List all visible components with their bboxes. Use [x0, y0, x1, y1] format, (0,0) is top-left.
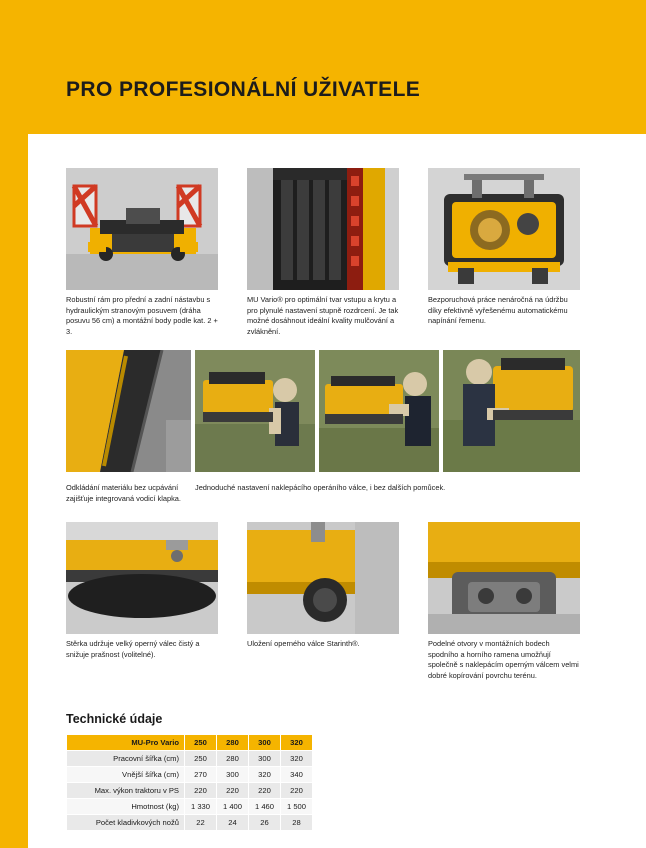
mu-vario-rotor-housing-illustration	[247, 168, 399, 290]
figure-scraper-support-roller	[66, 522, 218, 660]
cell-value: 1 460	[249, 799, 281, 815]
cell-value: 220	[249, 783, 281, 799]
integrated-guide-flap-photo	[66, 350, 191, 472]
cell-value: 340	[281, 767, 313, 783]
row-label: Max. výkon traktoru v PS	[67, 783, 185, 799]
scraper-support-roller-illustration	[66, 522, 218, 634]
row-label: Hmotnost (kg)	[67, 799, 185, 815]
roller-adjustment-step-2-photo	[319, 350, 439, 472]
cell-value: 26	[249, 815, 281, 831]
figure-caption-guide-flap: Odkládání materiálu bez ucpávání zajišťuje integrovaná vodicí klapka.	[66, 483, 181, 503]
figure-caption: MU Vario® pro optimální tvar vstupu a krytu a pro plynulé nastavení stupně rozdrcení. Je tak možné dosáhnout ideální kvality mulčování a zvláknění.	[247, 295, 399, 336]
cell-value: 220	[185, 783, 217, 799]
figure-caption: Stěrka udržuje velký operný válec čistý a snižuje prašnost (volitelné).	[66, 639, 200, 659]
cell-value: 320	[249, 767, 281, 783]
table-row	[67, 767, 313, 783]
table-header-280: 280	[217, 735, 249, 751]
figure-mu-vario-rotor-housing	[247, 168, 399, 337]
figure-belt-drive-automatic-tensioner	[428, 168, 580, 327]
cell-value: 300	[249, 751, 281, 767]
table-header-model: MU-Pro Vario	[67, 735, 185, 751]
belt-drive-automatic-tensioner-photo	[428, 168, 580, 290]
roller-adjustment-step-1-illustration	[195, 350, 315, 472]
figure-caption-roller-adjustment: Jednoduché nastavení naklepácího operáního válce, i bez dalších pomůcek.	[195, 483, 446, 492]
scraper-support-roller-photo	[66, 522, 218, 634]
starinth-roller-bearing-illustration	[247, 522, 399, 634]
table-header	[67, 735, 313, 751]
technical-data-table	[66, 734, 313, 831]
elongated-holes-mounting-points-photo	[428, 522, 580, 634]
cell-value: 250	[185, 751, 217, 767]
table-row	[67, 815, 313, 831]
cell-value: 220	[281, 783, 313, 799]
cell-value: 320	[281, 751, 313, 767]
cell-value: 1 500	[281, 799, 313, 815]
table-header-320: 320	[281, 735, 313, 751]
table-row	[67, 799, 313, 815]
row-label: Vnější šířka (cm)	[67, 767, 185, 783]
figure-caption: Bezporuchová práce nenáročná na údržbu díky efektivně vyřešenému automatickému napínání řemenu.	[428, 295, 568, 326]
table-header-row	[67, 735, 313, 751]
cell-value: 28	[281, 815, 313, 831]
roller-adjustment-step-3-illustration	[443, 350, 580, 472]
figure-frame-front-rear-mounting	[66, 168, 218, 337]
belt-drive-automatic-tensioner-illustration	[428, 168, 580, 290]
table-header-250: 250	[185, 735, 217, 751]
cell-value: 280	[217, 751, 249, 767]
roller-adjustment-step-2-illustration	[319, 350, 439, 472]
cell-value: 1 400	[217, 799, 249, 815]
cell-value: 22	[185, 815, 217, 831]
table-row	[67, 783, 313, 799]
roller-adjustment-step-1-photo	[195, 350, 315, 472]
figure-caption: Uložení operného válce Starinth®.	[247, 639, 360, 648]
starinth-roller-bearing-photo	[247, 522, 399, 634]
figure-caption: Podelné otvory v montážních bodech spodního a horního ramena umožňují společně s naklepácím operným válcem velmi dobré kopírování povrchu terénu.	[428, 639, 579, 680]
elongated-holes-mounting-points-illustration	[428, 522, 580, 634]
roller-adjustment-step-3-photo	[443, 350, 580, 472]
page-title: PRO PROFESIONÁLNÍ UŽIVATELE	[66, 78, 421, 101]
cell-value: 220	[217, 783, 249, 799]
table-header-300: 300	[249, 735, 281, 751]
figure-caption: Robustní rám pro přední a zadní nástavbu s hydraulickým stranovým posuvem (dráha posuvu 56 cm) a montážní body podle kat. 2 + 3.	[66, 295, 218, 336]
header-band	[0, 0, 646, 134]
figure-elongated-holes-mounting-points	[428, 522, 580, 681]
cell-value: 24	[217, 815, 249, 831]
cell-value: 270	[185, 767, 217, 783]
technical-data-section	[66, 712, 580, 831]
row-label: Pracovní šířka (cm)	[67, 751, 185, 767]
mu-vario-rotor-housing-photo	[247, 168, 399, 290]
frame-front-rear-mounting-illustration	[66, 168, 218, 290]
cell-value: 300	[217, 767, 249, 783]
integrated-guide-flap-illustration	[66, 350, 191, 472]
table-body	[67, 751, 313, 831]
cell-value: 1 330	[185, 799, 217, 815]
technical-data-heading: Technické údaje	[66, 712, 163, 726]
frame-front-rear-mounting-photo	[66, 168, 218, 290]
figure-starinth-roller-bearing	[247, 522, 399, 650]
table-row	[67, 751, 313, 767]
row-label: Počet kladivkových nožů	[67, 815, 185, 831]
